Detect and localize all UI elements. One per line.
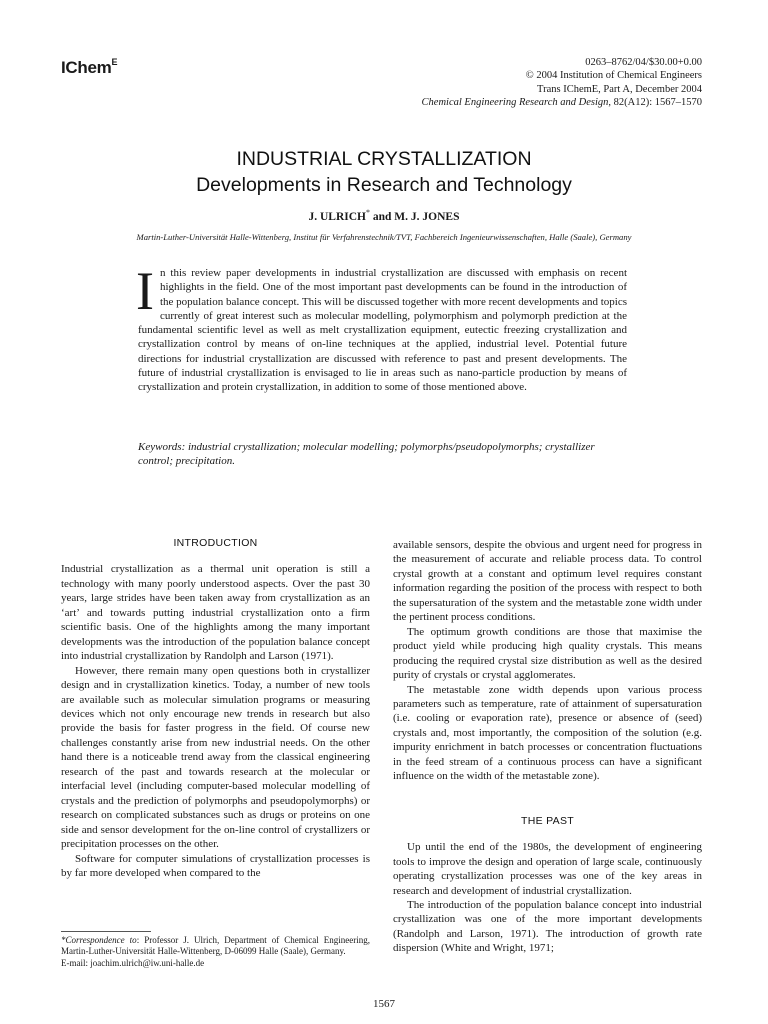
intro-paragraph: Industrial crystallization as a thermal unit operation is still a technology with many poorly understood aspects. Over the past 30 years, large strides have been taken away from crystallization as an ‘art’ and towards putting industrial crystallization onto a firm scientific basis. One of the highlights among the many important developments was the introduction of the population balance concept into industrial crystallization by Randolph and Larson (1971). xyxy=(61,563,370,663)
abstract xyxy=(136,261,627,395)
journal-line xyxy=(422,96,702,109)
intro-paragraph: However, there remain many open questions both in crystallizer design and in crystallization kinetics. Today, a number of new tools are available such as molecular simulation programs or measuring devices which not only encourage new trends in research but also provide the basis for faster progress in the field. Of course new challenges constantly arise from new industrial needs. On the other hand there is a noticeable trend away from the classical engineering research of the past and towards research at the molecular or interfacial level (including computer-based molecular modelling of crystals and the prediction of polymorphs and pseudopolymorphs) or research on complicated substances such as drugs or proteins on one side and sensor development for the on-line control of crystallizers or precipitation processes on the other. xyxy=(61,664,370,851)
author-first: J. ULRICH xyxy=(308,210,367,223)
past-paragraph: The introduction of the population balance concept into industrial crystallization was one of the more important developments (Randolph and Larson, 1971). The introduction of growth rate dispersion (White and Wright, 1971; xyxy=(393,898,702,955)
abstract-text: n this review paper developments in industrial crystallization are discussed with emphasis on recent highlights in the field. One of the most important past developments can be found in the introduction of the population balance concept. This will be discussed together with more recent developments and topics currently of great interest such as molecular modelling, polymorphism and polymorph prediction at the fundamental scientific level as well as melt crystallization equipment, eutectic freezing crystallization and crystallization control by means of on-line techniques at the applied, industrial level. Potential future directions for industrial crystallization are discussed with reference to past and present developments. The future of industrial crystallization is envisaged to lie in areas such as nano-particle production by means of crystallization and protein crystallization, in addition to some of those mentioned above. xyxy=(138,267,627,394)
abstract-dropcap: I xyxy=(136,261,154,321)
footnote-label: *Correspondence to xyxy=(61,935,137,945)
authors xyxy=(0,208,768,223)
footnote-body xyxy=(61,935,370,958)
body-paragraph: The metastable zone width depends upon various process parameters such as temperature, rate of attainment of supersaturation (i.e. cooling or evaporation rate), presence or absence of (seed) crystals and, most importantly, the composition of the solution (e.g. impurity enrichment in batch processes or concentration fluctuations in the feed stream of a continuous process can have a significant influence on the width of the metastable zone). xyxy=(393,683,702,783)
left-column xyxy=(61,536,370,880)
intro-paragraph: Software for computer simulations of crystallization processes is by far more developed when compared to the xyxy=(61,852,370,879)
paper-title xyxy=(0,146,768,198)
footnote-text: : Professor J. Ulrich, Department of Chemical Engineering, Martin-Luther-Universität Halle-Wittenberg, D-06099 Halle (Saale), Germany. xyxy=(61,935,371,957)
introduction-heading: INTRODUCTION xyxy=(173,537,258,549)
correspondence-footnote xyxy=(61,931,370,969)
issn-line: 0263–8762/04/$30.00+0.00 xyxy=(585,57,702,68)
publication-info xyxy=(422,56,702,109)
copyright-line: © 2004 Institution of Chemical Engineers xyxy=(525,70,702,82)
journal-ref: , 82(A12): 1567–1570 xyxy=(608,96,702,108)
past-paragraph: Up until the end of the 1980s, the development of engineering tools to improve the design and operation of large scale, continuously operating crystallization processes was one of the key areas in research and development of industrial crystallization. xyxy=(393,841,702,897)
journal-name: Chemical Engineering Research and Design xyxy=(421,96,609,108)
the-past-heading: THE PAST xyxy=(521,814,574,827)
title-subtitle: Developments in Research and Technology xyxy=(196,174,572,196)
keywords: Keywords: industrial crystallization; molecular modelling; polymorphs/pseudopolymorphs; crystallizer control; precipitation. xyxy=(138,441,595,468)
affiliation: Martin-Luther-Universität Halle-Wittenberg, Institut für Verfahrenstechnik/TVT, Fachbereich Ingenieurwissenschaften, Halle (Saale), Germany xyxy=(136,232,632,242)
trans-line: Trans IChemE, Part A, December 2004 xyxy=(537,83,702,95)
author-rest: and M. J. JONES xyxy=(370,210,460,223)
ichem-logo: IChem$^E$ xyxy=(61,57,118,77)
footnote-rule xyxy=(61,931,151,932)
footnote-email: E-mail: joachim.ulrich@iw.uni-halle.de xyxy=(61,957,205,968)
title-main: INDUSTRIAL CRYSTALLIZATION xyxy=(236,148,532,170)
correspondence-mark: * xyxy=(366,208,371,217)
body-paragraph: available sensors, despite the obvious and urgent need for progress in the measurement of accurate and reliable process data. To control crystal growth at a constant and optimum level requires constant information regarding the position of the process with respect to both the supersaturation of the system and the metastable zone width under the pertinent process conditions. xyxy=(393,539,702,624)
right-column xyxy=(393,538,702,956)
body-paragraph: The optimum growth conditions are those that maximise the product yield while producing high quality crystals. This means producing the required crystal size distribution as well as the desired purity of crystals or crystal agglomerates. xyxy=(393,625,702,682)
page-number: 1567 xyxy=(373,998,395,1010)
